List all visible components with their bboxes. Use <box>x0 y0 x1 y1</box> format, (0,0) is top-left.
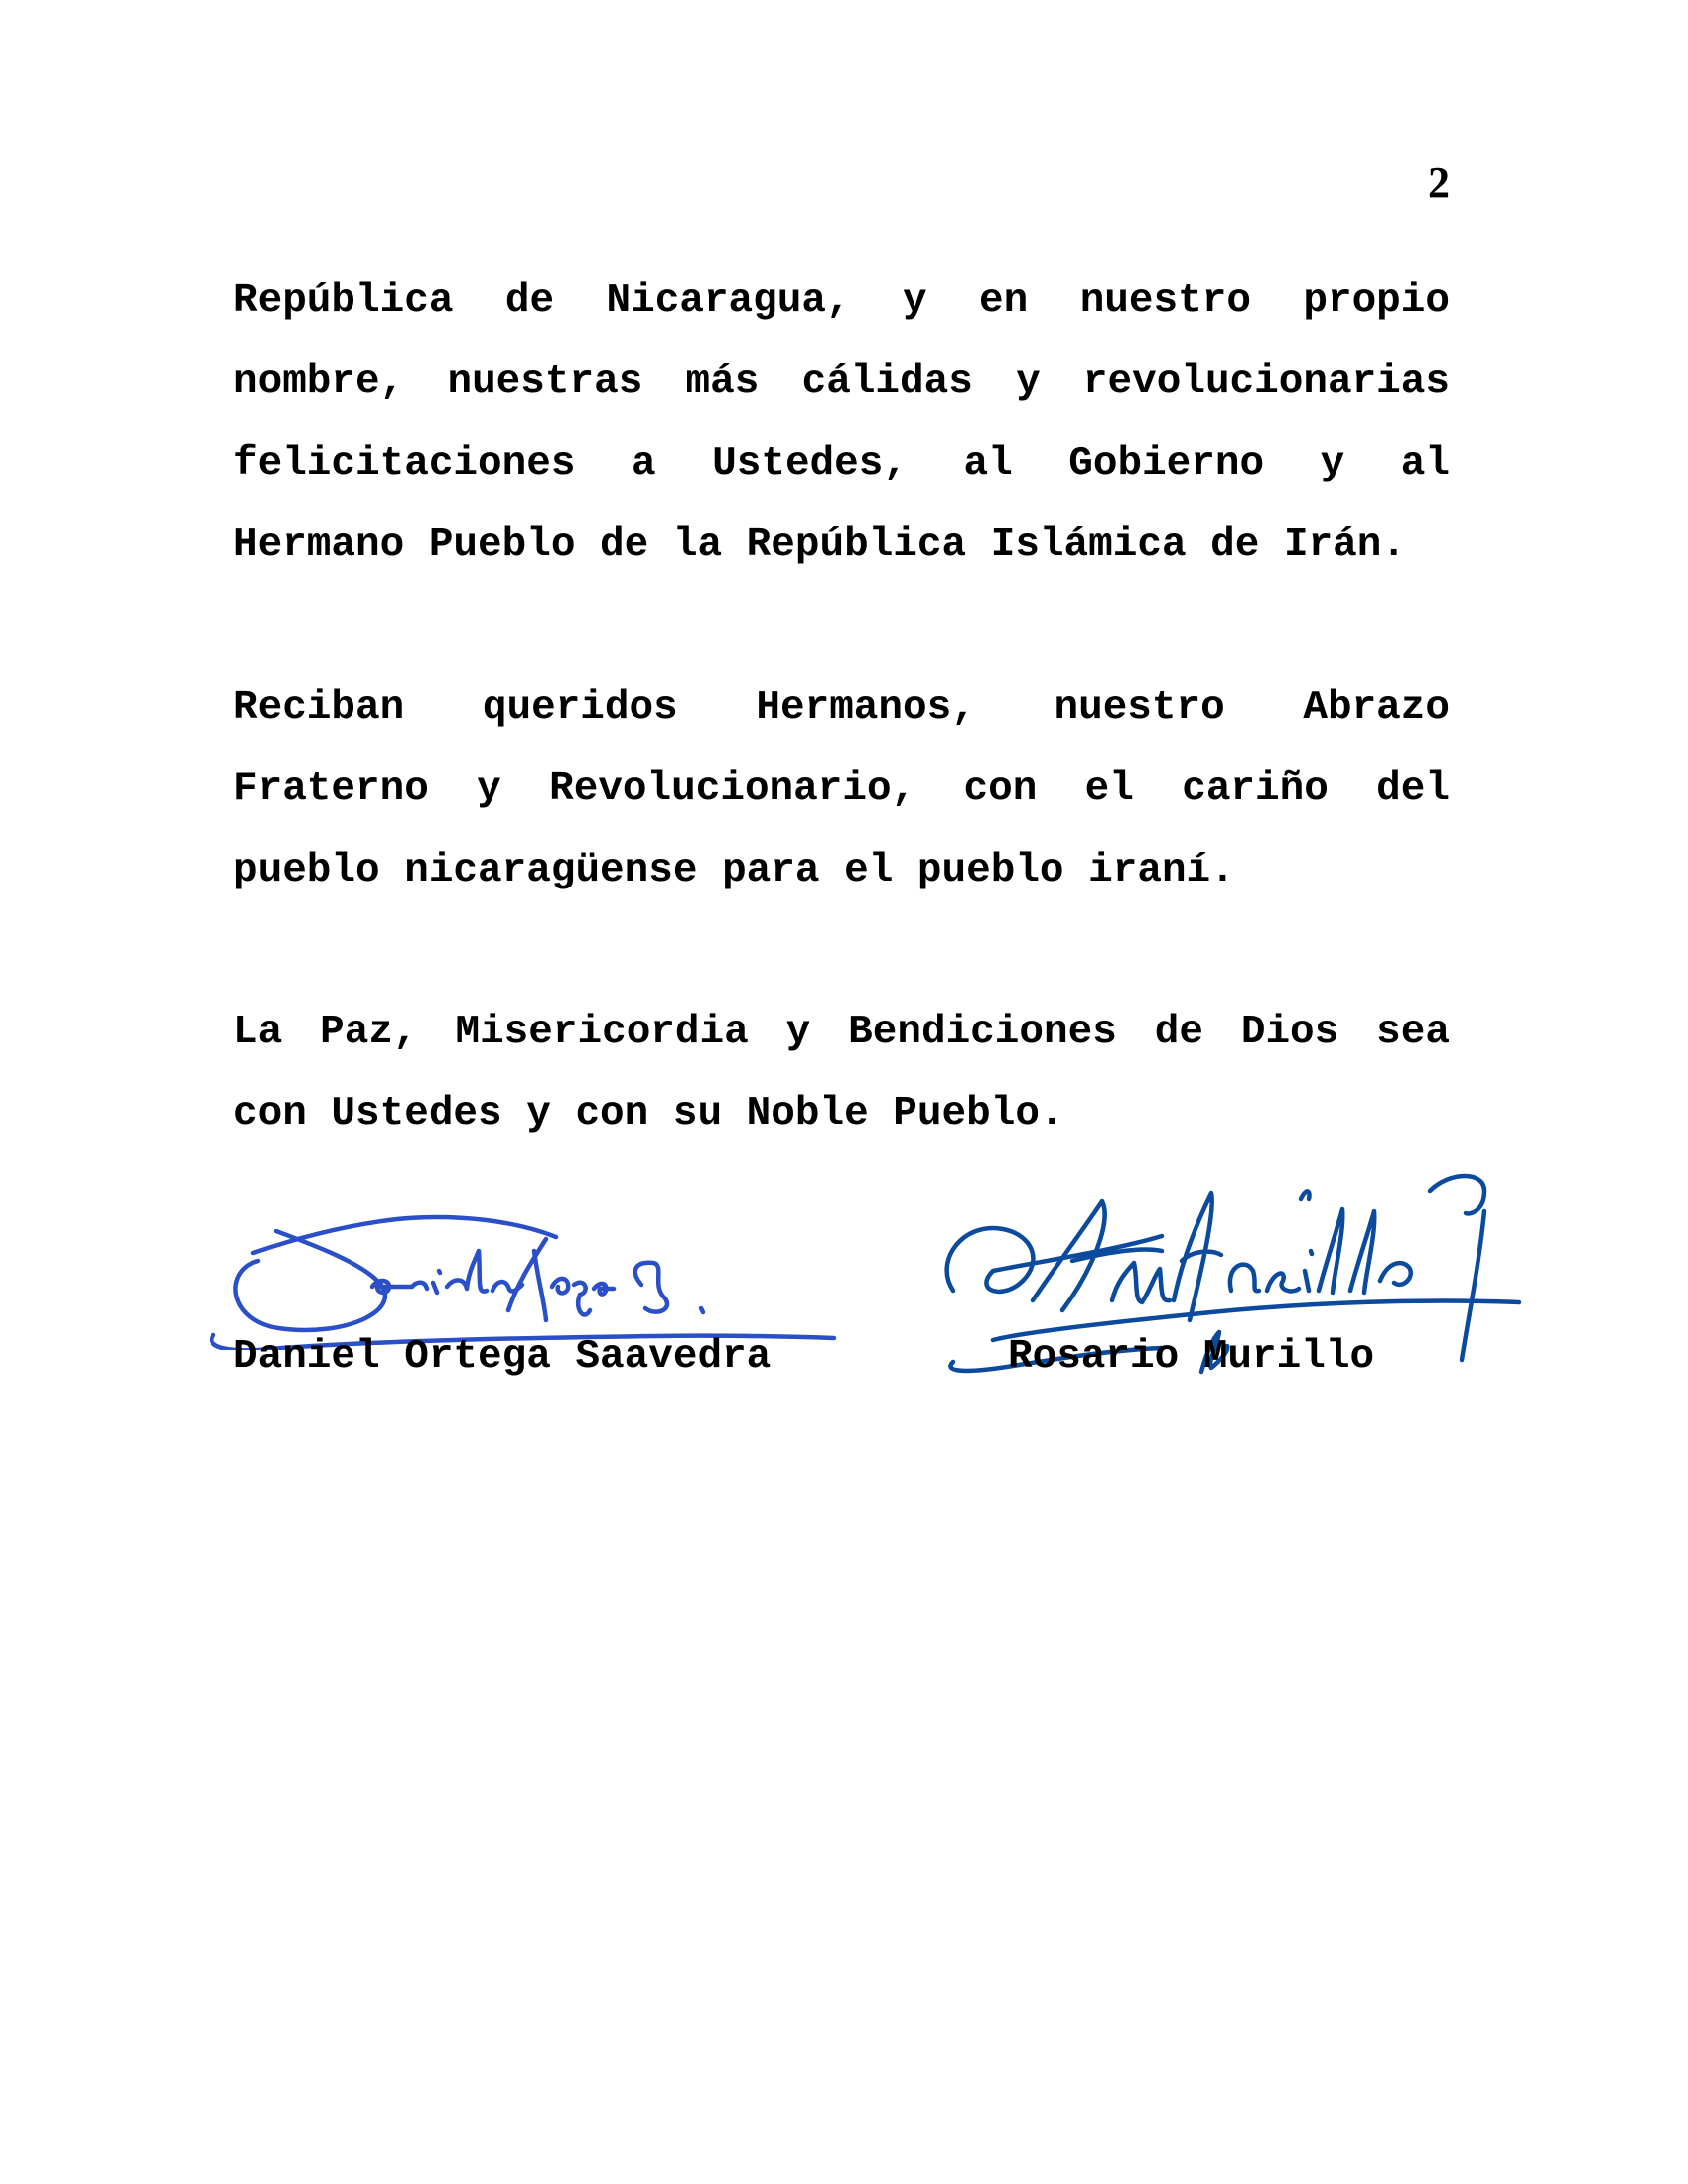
paragraph-line: Fraterno y Revolucionario, con el cariño del <box>233 766 1450 812</box>
paragraph-line: Hermano Pueblo de la República Islámica de Irán. <box>233 522 1406 568</box>
page-number: 2 <box>1428 158 1450 206</box>
signatory-name-daniel-ortega: Daniel Ortega Saavedra <box>233 1334 772 1380</box>
paragraph-line: Reciban queridos Hermanos, nuestro Abrazo <box>233 685 1450 731</box>
paragraph-greetings <box>233 260 1450 586</box>
paragraph-embrace <box>233 667 1450 911</box>
paragraph-line: pueblo nicaragüense para el pueblo iraní. <box>233 848 1235 893</box>
paragraph-line: felicitaciones a Ustedes, al Gobierno y al <box>233 441 1450 486</box>
signatory-name-rosario-murillo: Rosario Murillo <box>1008 1334 1375 1380</box>
signature-daniel-ortega-icon <box>199 1191 854 1350</box>
paragraph-line: con Ustedes y con su Noble Pueblo. <box>233 1091 1064 1137</box>
paragraph-blessing <box>233 992 1450 1155</box>
paragraph-line: República de Nicaragua, y en nuestro propio <box>233 278 1450 324</box>
paragraph-line: nombre, nuestras más cálidas y revolucionarias <box>233 359 1450 405</box>
paragraph-line: La Paz, Misericordia y Bendiciones de Dios sea <box>233 1010 1450 1055</box>
